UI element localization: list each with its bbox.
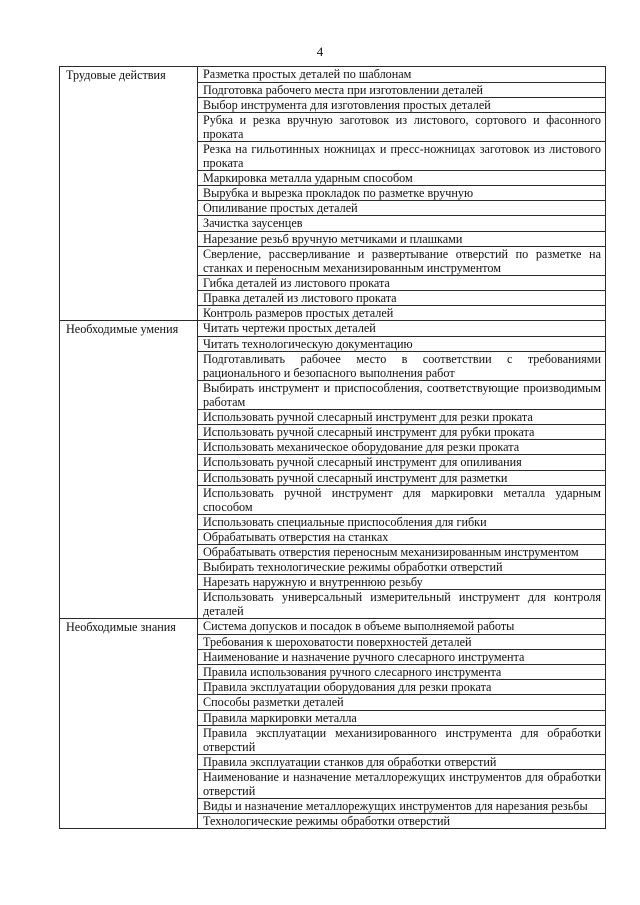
section-label-cell	[60, 425, 198, 440]
table-row	[60, 336, 606, 351]
section-label-cell	[60, 410, 198, 425]
table-row	[60, 665, 606, 680]
table-cell-item: Правила эксплуатации оборудования для резки проката	[198, 680, 606, 695]
table-row	[60, 246, 606, 275]
table-row	[60, 560, 606, 575]
section-label-cell	[60, 680, 198, 695]
table-cell-item: Выбирать технологические режимы обработки отверстий	[198, 560, 606, 575]
table-cell-item: Читать технологическую документацию	[198, 336, 606, 351]
section-label-cell	[60, 514, 198, 529]
table-row	[60, 141, 606, 170]
table-row	[60, 410, 606, 425]
table-cell-item: Правила маркировки металла	[198, 710, 606, 725]
table-cell-item: Правила использования ручного слесарного инструмента	[198, 665, 606, 680]
table-cell-item: Использовать специальные приспособления для гибки	[198, 514, 606, 529]
table-row	[60, 695, 606, 710]
section-label-cell	[60, 710, 198, 725]
section-label-cell	[60, 635, 198, 650]
table-row	[60, 514, 606, 529]
table-row	[60, 619, 606, 635]
section-label-cell	[60, 650, 198, 665]
section-label-cell	[60, 351, 198, 380]
section-label-cell	[60, 216, 198, 231]
table-cell-item: Использовать ручной слесарный инструмент для разметки	[198, 470, 606, 485]
table-row	[60, 799, 606, 814]
table-row	[60, 231, 606, 246]
section-label-cell	[60, 380, 198, 409]
section-label-cell	[60, 336, 198, 351]
table-row	[60, 440, 606, 455]
table-cell-item: Обрабатывать отверстия переносным механизированным инструментом	[198, 545, 606, 560]
section-label: Необходимые знания	[60, 619, 198, 635]
table-row	[60, 769, 606, 798]
table-cell-item: Способы разметки деталей	[198, 695, 606, 710]
table-cell-item: Разметка простых деталей по шаблонам	[198, 67, 606, 83]
table-row	[60, 67, 606, 83]
table-cell-item: Использовать ручной слесарный инструмент для опиливания	[198, 455, 606, 470]
section-label-cell	[60, 590, 198, 619]
table-cell-item: Подготовка рабочего места при изготовлении деталей	[198, 82, 606, 97]
table-cell-item: Наименование и назначение ручного слесарного инструмента	[198, 650, 606, 665]
table-row	[60, 710, 606, 725]
table-cell-item: Зачистка заусенцев	[198, 216, 606, 231]
section-label-cell	[60, 754, 198, 769]
section-label-cell	[60, 186, 198, 201]
table-cell-item: Выбирать инструмент и приспособления, соответствующие производимым работам	[198, 380, 606, 409]
section-label-cell	[60, 470, 198, 485]
table-cell-item: Система допусков и посадок в объеме выполняемой работы	[198, 619, 606, 635]
table-cell-item: Вырубка и вырезка прокладок по разметке вручную	[198, 186, 606, 201]
table-row	[60, 351, 606, 380]
table-row	[60, 82, 606, 97]
table-cell-item: Требования к шероховатости поверхностей деталей	[198, 635, 606, 650]
table-cell-item: Подготавливать рабочее место в соответствии с требованиями рационального и безопасного выполнения работ	[198, 351, 606, 380]
table-row	[60, 186, 606, 201]
section-label-cell	[60, 560, 198, 575]
section-label-cell	[60, 275, 198, 290]
table-row	[60, 575, 606, 590]
page-number: 4	[316, 44, 324, 59]
section-label-cell	[60, 769, 198, 798]
table-cell-item: Сверление, рассверливание и развертывание отверстий по разметке на станках и переносным механизированным инструментом	[198, 246, 606, 275]
section-label-cell	[60, 171, 198, 186]
table-cell-item: Использовать универсальный измерительный инструмент для контроля деталей	[198, 590, 606, 619]
table-row	[60, 425, 606, 440]
section-label-cell	[60, 695, 198, 710]
table-cell-item: Опиливание простых деталей	[198, 201, 606, 216]
table-row	[60, 725, 606, 754]
table-row	[60, 275, 606, 290]
table-row	[60, 380, 606, 409]
table-cell-item: Правка деталей из листового проката	[198, 290, 606, 305]
table-row	[60, 635, 606, 650]
requirements-table	[59, 66, 606, 829]
table-cell-item: Нарезать наружную и внутреннюю резьбу	[198, 575, 606, 590]
section-label-cell	[60, 455, 198, 470]
table-cell-item: Использовать ручной слесарный инструмент для рубки проката	[198, 425, 606, 440]
table-cell-item: Виды и назначение металлорежущих инструментов для нарезания резьбы	[198, 799, 606, 814]
table-row	[60, 529, 606, 544]
table-cell-item: Технологические режимы обработки отверстий	[198, 814, 606, 829]
section-label: Трудовые действия	[60, 67, 198, 83]
table-row	[60, 650, 606, 665]
table-row	[60, 814, 606, 829]
section-label-cell	[60, 814, 198, 829]
table-row	[60, 545, 606, 560]
section-label-cell	[60, 112, 198, 141]
section-label-cell	[60, 306, 198, 321]
section-label-cell	[60, 545, 198, 560]
table-cell-item: Маркировка металла ударным способом	[198, 171, 606, 186]
section-label-cell	[60, 246, 198, 275]
table-row	[60, 680, 606, 695]
table-cell-item: Нарезание резьб вручную метчиками и плашками	[198, 231, 606, 246]
requirements-table-body	[60, 67, 606, 829]
section-label-cell	[60, 97, 198, 112]
table-cell-item: Гибка деталей из листового проката	[198, 275, 606, 290]
table-row	[60, 321, 606, 337]
section-label-cell	[60, 231, 198, 246]
table-row	[60, 754, 606, 769]
table-row	[60, 97, 606, 112]
section-label-cell	[60, 141, 198, 170]
section-label-cell	[60, 82, 198, 97]
table-row	[60, 171, 606, 186]
table-cell-item: Правила эксплуатации механизированного инструмента для обработки отверстий	[198, 725, 606, 754]
section-label-cell	[60, 529, 198, 544]
table-cell-item: Использовать ручной инструмент для маркировки металла ударным способом	[198, 485, 606, 514]
section-label-cell	[60, 485, 198, 514]
section-label-cell	[60, 665, 198, 680]
table-cell-item: Рубка и резка вручную заготовок из листового, сортового и фасонного проката	[198, 112, 606, 141]
section-label-cell	[60, 440, 198, 455]
table-row	[60, 201, 606, 216]
table-cell-item: Использовать ручной слесарный инструмент для резки проката	[198, 410, 606, 425]
table-row	[60, 290, 606, 305]
table-cell-item: Резка на гильотинных ножницах и пресс-ножницах заготовок из листового проката	[198, 141, 606, 170]
table-cell-item: Правила эксплуатации станков для обработки отверстий	[198, 754, 606, 769]
table-row	[60, 306, 606, 321]
table-cell-item: Выбор инструмента для изготовления простых деталей	[198, 97, 606, 112]
section-label: Необходимые умения	[60, 321, 198, 337]
section-label-cell	[60, 575, 198, 590]
table-row	[60, 485, 606, 514]
table-cell-item: Обрабатывать отверстия на станках	[198, 529, 606, 544]
table-cell-item: Наименование и назначение металлорежущих инструментов для обработки отверстий	[198, 769, 606, 798]
section-label-cell	[60, 201, 198, 216]
table-cell-item: Использовать механическое оборудование для резки проката	[198, 440, 606, 455]
section-label-cell	[60, 725, 198, 754]
table-row	[60, 112, 606, 141]
table-row	[60, 216, 606, 231]
table-row	[60, 470, 606, 485]
section-label-cell	[60, 290, 198, 305]
table-cell-item: Контроль размеров простых деталей	[198, 306, 606, 321]
section-label-cell	[60, 799, 198, 814]
table-cell-item: Читать чертежи простых деталей	[198, 321, 606, 337]
table-row	[60, 590, 606, 619]
table-row	[60, 455, 606, 470]
